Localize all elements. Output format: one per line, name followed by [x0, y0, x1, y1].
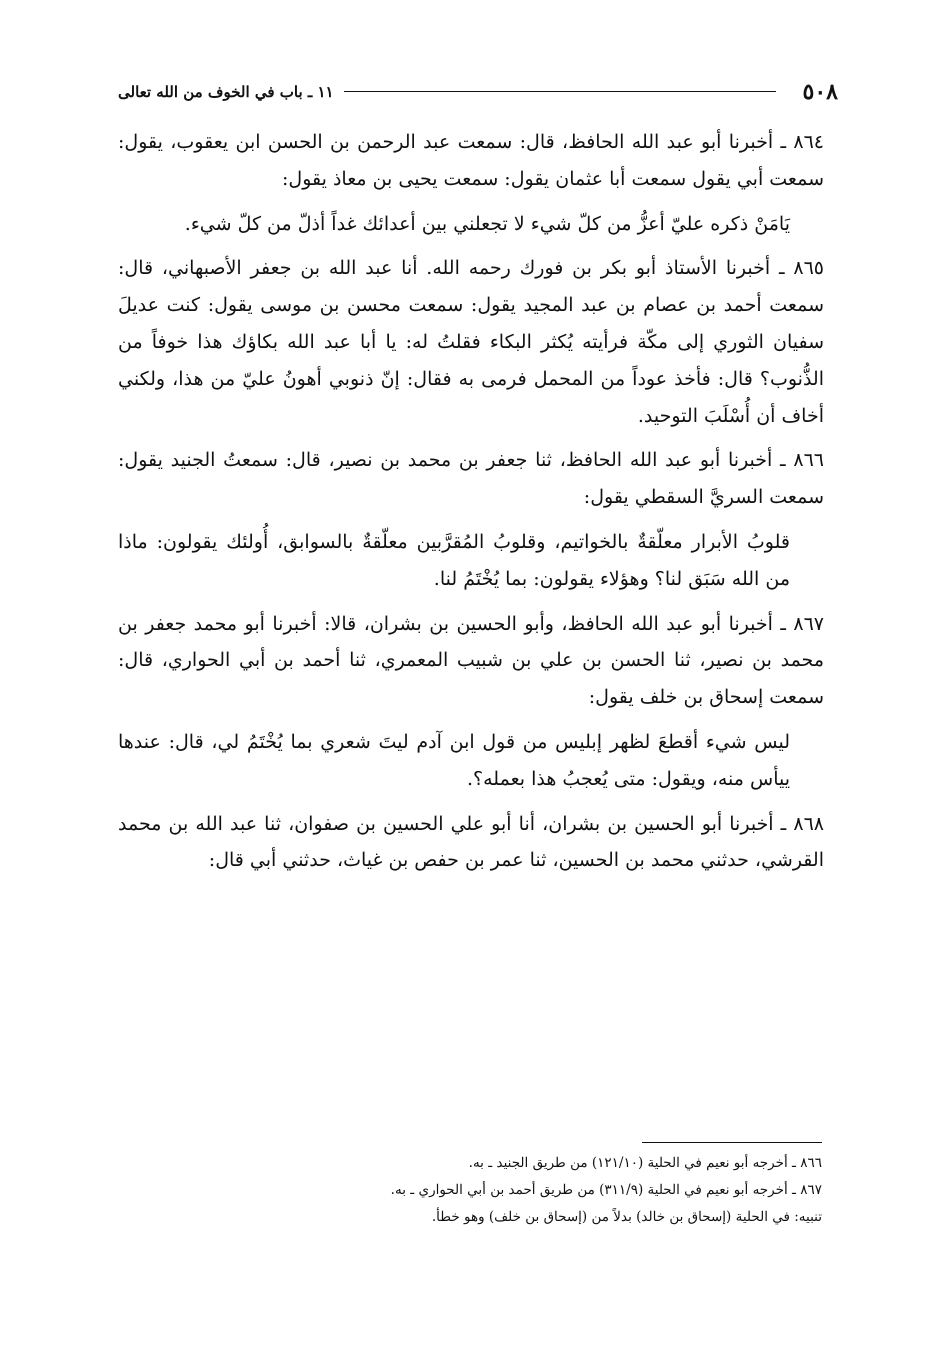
entry-866: ٨٦٦ ـ أخبرنا أبو عبد الله الحافظ، ثنا جعفر بن محمد بن نصير، قال: سمعتُ الجنيد يقول: سمعت السريَّ السقطي يقول:: [118, 449, 824, 509]
entry-867: ٨٦٧ ـ أخبرنا أبو عبد الله الحافظ، وأبو الحسين بن بشران، قالا: أخبرنا أبو محمد جعفر بن محمد بن نصير، ثنا الحسن بن علي بن شبيب المعمري، ثنا أحمد بن أبي الحواري، قال: سمعت إسحاق بن خلف يقول:: [118, 612, 824, 709]
chapter-title: ١١ ـ باب في الخوف من الله تعالى: [118, 83, 334, 101]
header-rule: [344, 91, 776, 92]
main-text: [118, 124, 824, 887]
entry-865: ٨٦٥ ـ أخبرنا الأستاذ أبو بكر بن فورك رحمه الله. أنا عبد الله بن جعفر الأصبهاني، قال: سمعت أحمد بن عصام بن عبد المجيد يقول: سمعت محسن بن موسى يقول: كنت عديلَ سفيان الثوري إلى مكّة فرأيته يُكثر البكاء فقلتُ له: يا أبا عبد الله بكاؤك هذا خوفاً من الذُّنوب؟ قال: فأخذ عوداً من المحمل فرمى به فقال: إنّ ذنوبي أهونُ عليّ من هذا، ولكني أخاف أن أُسْلَبَ التوحيد.: [118, 257, 824, 427]
running-header: [118, 78, 838, 106]
footnotes: [230, 1150, 822, 1231]
entry-864: ٨٦٤ ـ أخبرنا أبو عبد الله الحافظ، قال: سمعت عبد الرحمن بن الحسن ابن يعقوب، يقول: سمعت أبي يقول سمعت أبا عثمان يقول: سمعت يحيى بن معاذ يقول:: [118, 131, 824, 190]
footnote-rule: [642, 1142, 822, 1143]
footnote-note: تنبيه: في الحلية (إسحاق بن خالد) بدلاً من (إسحاق بن خلف) وهو خطأ.: [431, 1209, 822, 1225]
entry-868: ٨٦٨ ـ أخبرنا أبو الحسين بن بشران، أنا أبو علي الحسين بن صفوان، ثنا عبد الله بن محمد القرشي، حدثني محمد بن الحسين، ثنا عمر بن حفص بن غياث، حدثني أبي قال:: [118, 812, 824, 872]
entry-864-quote: يَامَنْ ذكره عليّ أعزُّ من كلّ شيء لا تجعلني بين أعدائك غداً أذلّ من كلّ شيء.: [184, 212, 790, 235]
footnote-867: ٨٦٧ ـ أخرجه أبو نعيم في الحلية (٣١١/٩) من طريق أحمد بن أبي الحواري ـ به.: [390, 1182, 822, 1198]
page-number: ٥٠٨: [802, 79, 838, 105]
entry-866-quote: قلوبُ الأبرار معلّقةٌ بالخواتيم، وقلوبُ المُقرَّبين معلّقةٌ بالسوابق، أُولئك يقولون: ماذا من الله سَبَق لنا؟ وهؤلاء يقولون: بما يُخْتَمُ لنا.: [118, 530, 790, 590]
entry-867-quote: ليس شيء أقطعَ لظهر إبليس من قول ابن آدم ليتَ شعري بما يُخْتَمُ لي، قال: عندها ييأس منه، ويقول: متى يُعجبُ هذا بعمله؟.: [118, 730, 790, 790]
footnote-866: ٨٦٦ ـ أخرجه أبو نعيم في الحلية (١٢١/١٠) من طريق الجنيد ـ به.: [468, 1155, 822, 1171]
